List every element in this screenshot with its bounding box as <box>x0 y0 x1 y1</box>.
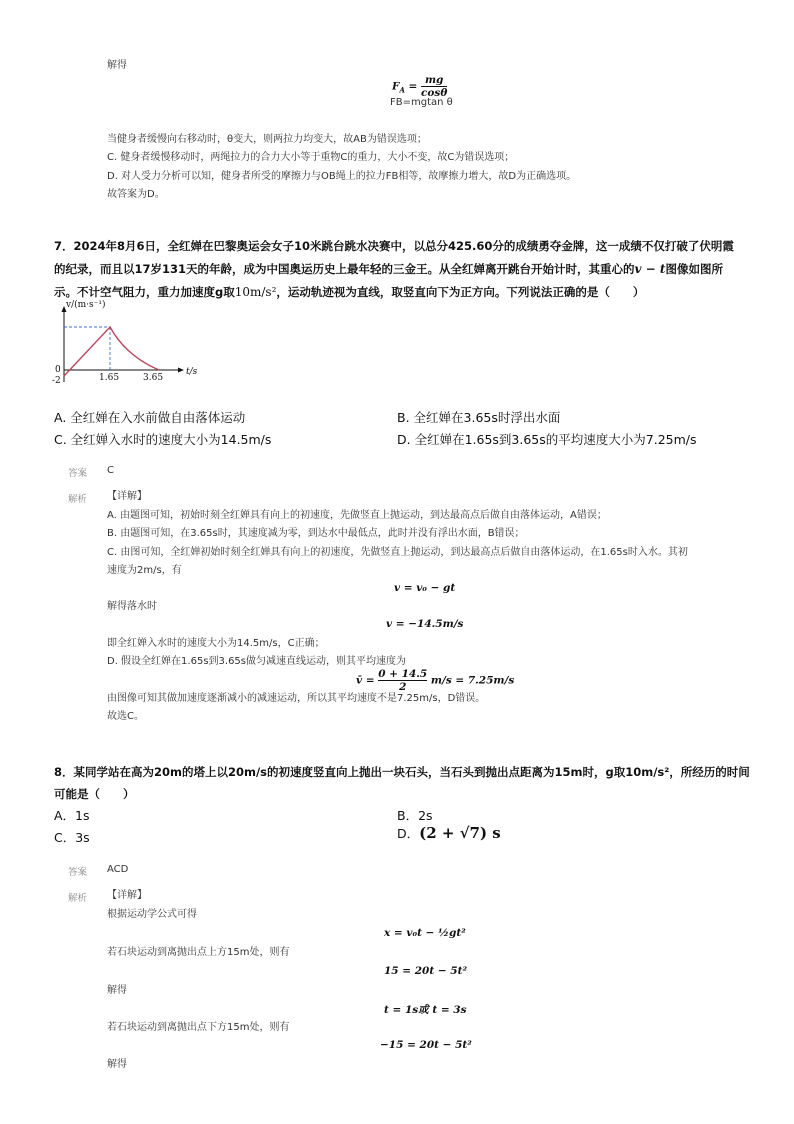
top-line-3: D. 对人受力分析可以知，健身者所受的摩擦力与OB绳上的拉力FB相等，故摩擦力增大，故D为正确选项。 <box>107 171 577 182</box>
q8-equation-2: 15 = 20t − 5t² <box>384 965 468 977</box>
q7-analysis-line-7: D. 假设全红婵在1.65s到3.65s做匀减速直线运动，则其平均速度为 <box>107 656 407 667</box>
q8-option-b[interactable]: B．2s <box>397 808 433 823</box>
q7-stem-line-1: 7．2024年8月6日，全红婵在巴黎奥运会女子10米跳台跳水决赛中，以总分425.60分的成绩勇夺金牌，这一成绩不仅打破了伏明霞 <box>54 239 734 253</box>
x-tick-2-label: 3.65 <box>143 373 164 383</box>
q8-option-d[interactable]: D．(2 + √7) s <box>397 824 501 842</box>
equation-fa: $F_A$ = $\frac{mg}{\cos\theta}$ <box>392 74 448 99</box>
q8-equation-3: t = 1s或 t = 3s <box>384 1004 467 1016</box>
x-axis-label: t/s <box>186 367 198 377</box>
q7-stem-line-3: 示。不计空气阻力，重力加速度g取10m/s²，运动轨迹视为直线，取竖直向下为正方向。下列说法正确的是（ ） <box>54 285 645 299</box>
q8-option-c[interactable]: C．3s <box>54 830 90 845</box>
q8-analysis-line-1: 根据运动学公式可得 <box>107 909 197 920</box>
y-axis-label: v/(m·s⁻¹) <box>66 300 106 310</box>
q7-equation-3: v̄ = $\frac{0 + 14.5}{2}$ m/s = 7.25m/s <box>356 668 515 693</box>
q7-analysis-line-3: C. 由图可知，全红婵初始时刻全红婵具有向上的初速度，先做竖直上抛运动，到达最高点后做自由落体运动，在1.65s时入水。其初 <box>107 547 688 558</box>
q8-option-a[interactable]: A．1s <box>54 808 90 823</box>
y-neg-tick-label: -2 <box>52 376 61 386</box>
q7-option-c[interactable]: C. 全红婵入水时的速度大小为14.5m/s <box>54 432 272 447</box>
q7-answer-label: 答案 <box>68 468 88 479</box>
q7-analysis-line-5: 解得落水时 <box>107 601 157 612</box>
q7-analysis-line-2: B. 由题图可知，在3.65s时，其速度减为零，到达水中最低点，此时并没有浮出水面，B错误； <box>107 528 525 539</box>
q7-stem-line-2: 的纪录，而且以17岁131天的年龄，成为中国奥运历史上最年轻的三金王。从全红婵离开跳台开始计时，其重心的v − t图像如图所 <box>54 262 723 276</box>
q7-option-b[interactable]: B. 全红婵在3.65s时浮出水面 <box>397 410 561 425</box>
q7-equation-1: v = v₀ − gt <box>394 582 456 594</box>
q7-answer-value: C <box>107 465 114 476</box>
q7-analysis-line-1: A. 由题图可知，初始时刻全红婵具有向上的初速度，先做竖直上抛运动，到达最高点后做自由落体运动，A错误； <box>107 510 607 521</box>
q7-analysis-line-6: 即全红婵入水时的速度大小为14.5m/s，C正确； <box>107 638 325 649</box>
q8-stem-line-2: 可能是（ ） <box>54 787 135 801</box>
q8-equation-1: x = v₀t − ½gt² <box>384 927 466 939</box>
q8-equation-4: −15 = 20t − 5t² <box>380 1039 472 1051</box>
equation-fb: FB=mgtan θ <box>390 97 453 108</box>
q7-detail-heading: 【详解】 <box>107 491 147 502</box>
q8-answer-label: 答案 <box>68 867 88 878</box>
top-line-1: 当健身者缓慢向右移动时，θ变大，则两拉力均变大，故AB为错误选项； <box>107 134 427 145</box>
label-jiede: 解得 <box>107 60 127 71</box>
x-axis-arrow <box>178 368 184 373</box>
top-line-2: C. 健身者缓慢移动时，两绳拉力的合力大小等于重物C的重力，大小不变，故C为错误选项； <box>107 152 515 163</box>
x-tick-1-label: 1.65 <box>99 373 120 383</box>
q7-option-d[interactable]: D. 全红婵在1.65s到3.65s的平均速度大小为7.25m/s <box>397 432 697 447</box>
q7-analysis-label: 解析 <box>68 494 88 505</box>
q7-analysis-line-9: 故选C。 <box>107 711 144 722</box>
q8-analysis-line-4: 若石块运动到离抛出点下方15m处，则有 <box>107 1022 290 1033</box>
q8-analysis-label: 解析 <box>68 893 88 904</box>
q7-analysis-line-8: 由图像可知其做加速度逐渐减小的减速运动，所以其平均速度不是7.25m/s，D错误。 <box>107 693 486 704</box>
q8-analysis-line-5: 解得 <box>107 1059 127 1070</box>
q8-analysis-line-3: 解得 <box>107 985 127 996</box>
q8-detail-heading: 【详解】 <box>107 890 147 901</box>
q7-equation-2: v = −14.5m/s <box>386 618 464 630</box>
vt-graph <box>52 298 202 386</box>
q8-analysis-line-2: 若石块运动到离抛出点上方15m处，则有 <box>107 947 290 958</box>
q7-option-a[interactable]: A. 全红婵在入水前做自由落体运动 <box>54 410 246 425</box>
top-line-4: 故答案为D。 <box>107 189 165 200</box>
q7-analysis-line-4: 速度为2m/s，有 <box>107 565 182 576</box>
origin-label: 0 <box>55 365 61 375</box>
q8-answer-value: ACD <box>107 864 129 875</box>
velocity-curve <box>64 327 159 376</box>
q8-stem-line-1: 8．某同学站在高为20m的塔上以20m/s的初速度竖直向上抛出一块石头，当石头到抛出点距离为15m时，g取10m/s²，所经历的时间 <box>54 765 750 779</box>
